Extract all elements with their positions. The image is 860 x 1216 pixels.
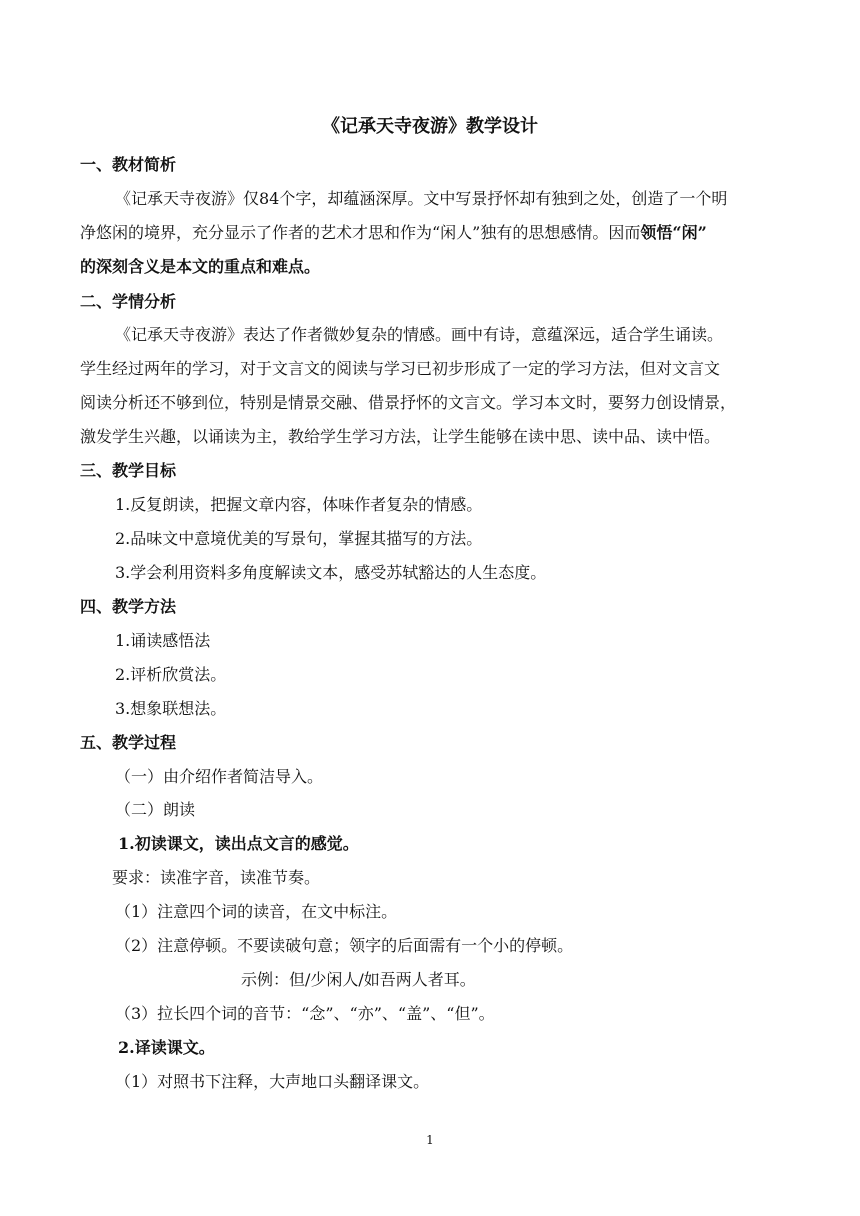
section-heading-5: 五、教学过程 bbox=[80, 733, 177, 752]
requirement-text: 要求：读准字音，读准节奏。 bbox=[112, 868, 321, 887]
page-number: 1 bbox=[426, 1133, 434, 1147]
requirement-item: （3）拉长四个词的音节：“念”、“亦”、“盖”、“但”。 bbox=[115, 1004, 495, 1023]
section-heading-1: 一、教材简析 bbox=[80, 155, 177, 174]
list-item: 1.诵读感悟法 bbox=[115, 631, 211, 650]
process-step: （1）对照书下注释，大声地口头翻译课文。 bbox=[115, 1072, 430, 1091]
emphasis-text: 领悟“闲” bbox=[640, 223, 707, 242]
list-item: 3.想象联想法。 bbox=[115, 699, 227, 718]
section-heading-3: 三、教学目标 bbox=[80, 461, 177, 480]
list-item: 2.品味文中意境优美的写景句，掌握其描写的方法。 bbox=[115, 529, 483, 548]
paragraph-line bbox=[80, 223, 707, 243]
requirement-item: （1）注意四个词的读音，在文中标注。 bbox=[115, 902, 398, 921]
paragraph-line: 《记承天寺夜游》表达了作者微妙复杂的情感。画中有诗，意蕴深远，适合学生诵读。 bbox=[115, 325, 724, 344]
list-item: 2.评析欣赏法。 bbox=[115, 665, 227, 684]
process-subtitle: 2.译读课文。 bbox=[118, 1038, 215, 1057]
document-title: 《记承天寺夜游》教学设计 bbox=[322, 116, 538, 137]
list-item: 3.学会利用资料多角度解读文本，感受苏轼豁达的人生态度。 bbox=[115, 563, 547, 582]
list-item: 1.反复朗读，把握文章内容，体味作者复杂的情感。 bbox=[115, 495, 483, 514]
paragraph-text: 净悠闲的境界，充分显示了作者的艺术才思和作为“闲人”独有的思想感情。因而 bbox=[80, 223, 641, 242]
process-step: （二）朗读 bbox=[115, 800, 196, 819]
requirement-item: （2）注意停顿。不要读破句意；领字的后面需有一个小的停顿。 bbox=[115, 936, 574, 955]
section-heading-2: 二、学情分析 bbox=[80, 292, 177, 311]
section-heading-4: 四、教学方法 bbox=[80, 597, 177, 616]
example-text: 示例：但/少闲人/如吾两人者耳。 bbox=[241, 970, 476, 989]
emphasis-line: 的深刻含义是本文的重点和难点。 bbox=[80, 257, 321, 276]
process-subtitle: 1.初读课文，读出点文言的感觉。 bbox=[118, 834, 359, 853]
paragraph-line: 《记承天寺夜游》仅84个字，却蕴涵深厚。文中写景抒怀却有独到之处，创造了一个明 bbox=[115, 189, 728, 208]
paragraph-line: 激发学生兴趣，以诵读为主，教给学生学习方法，让学生能够在读中思、读中品、读中悟。 bbox=[80, 427, 721, 446]
paragraph-line: 阅读分析还不够到位，特别是情景交融、借景抒怀的文言文。学习本文时，要努力创设情景， bbox=[80, 393, 737, 412]
paragraph-line: 学生经过两年的学习，对于文言文的阅读与学习已初步形成了一定的学习方法，但对文言文 bbox=[80, 359, 721, 378]
process-step: （一）由介绍作者简洁导入。 bbox=[115, 767, 324, 786]
